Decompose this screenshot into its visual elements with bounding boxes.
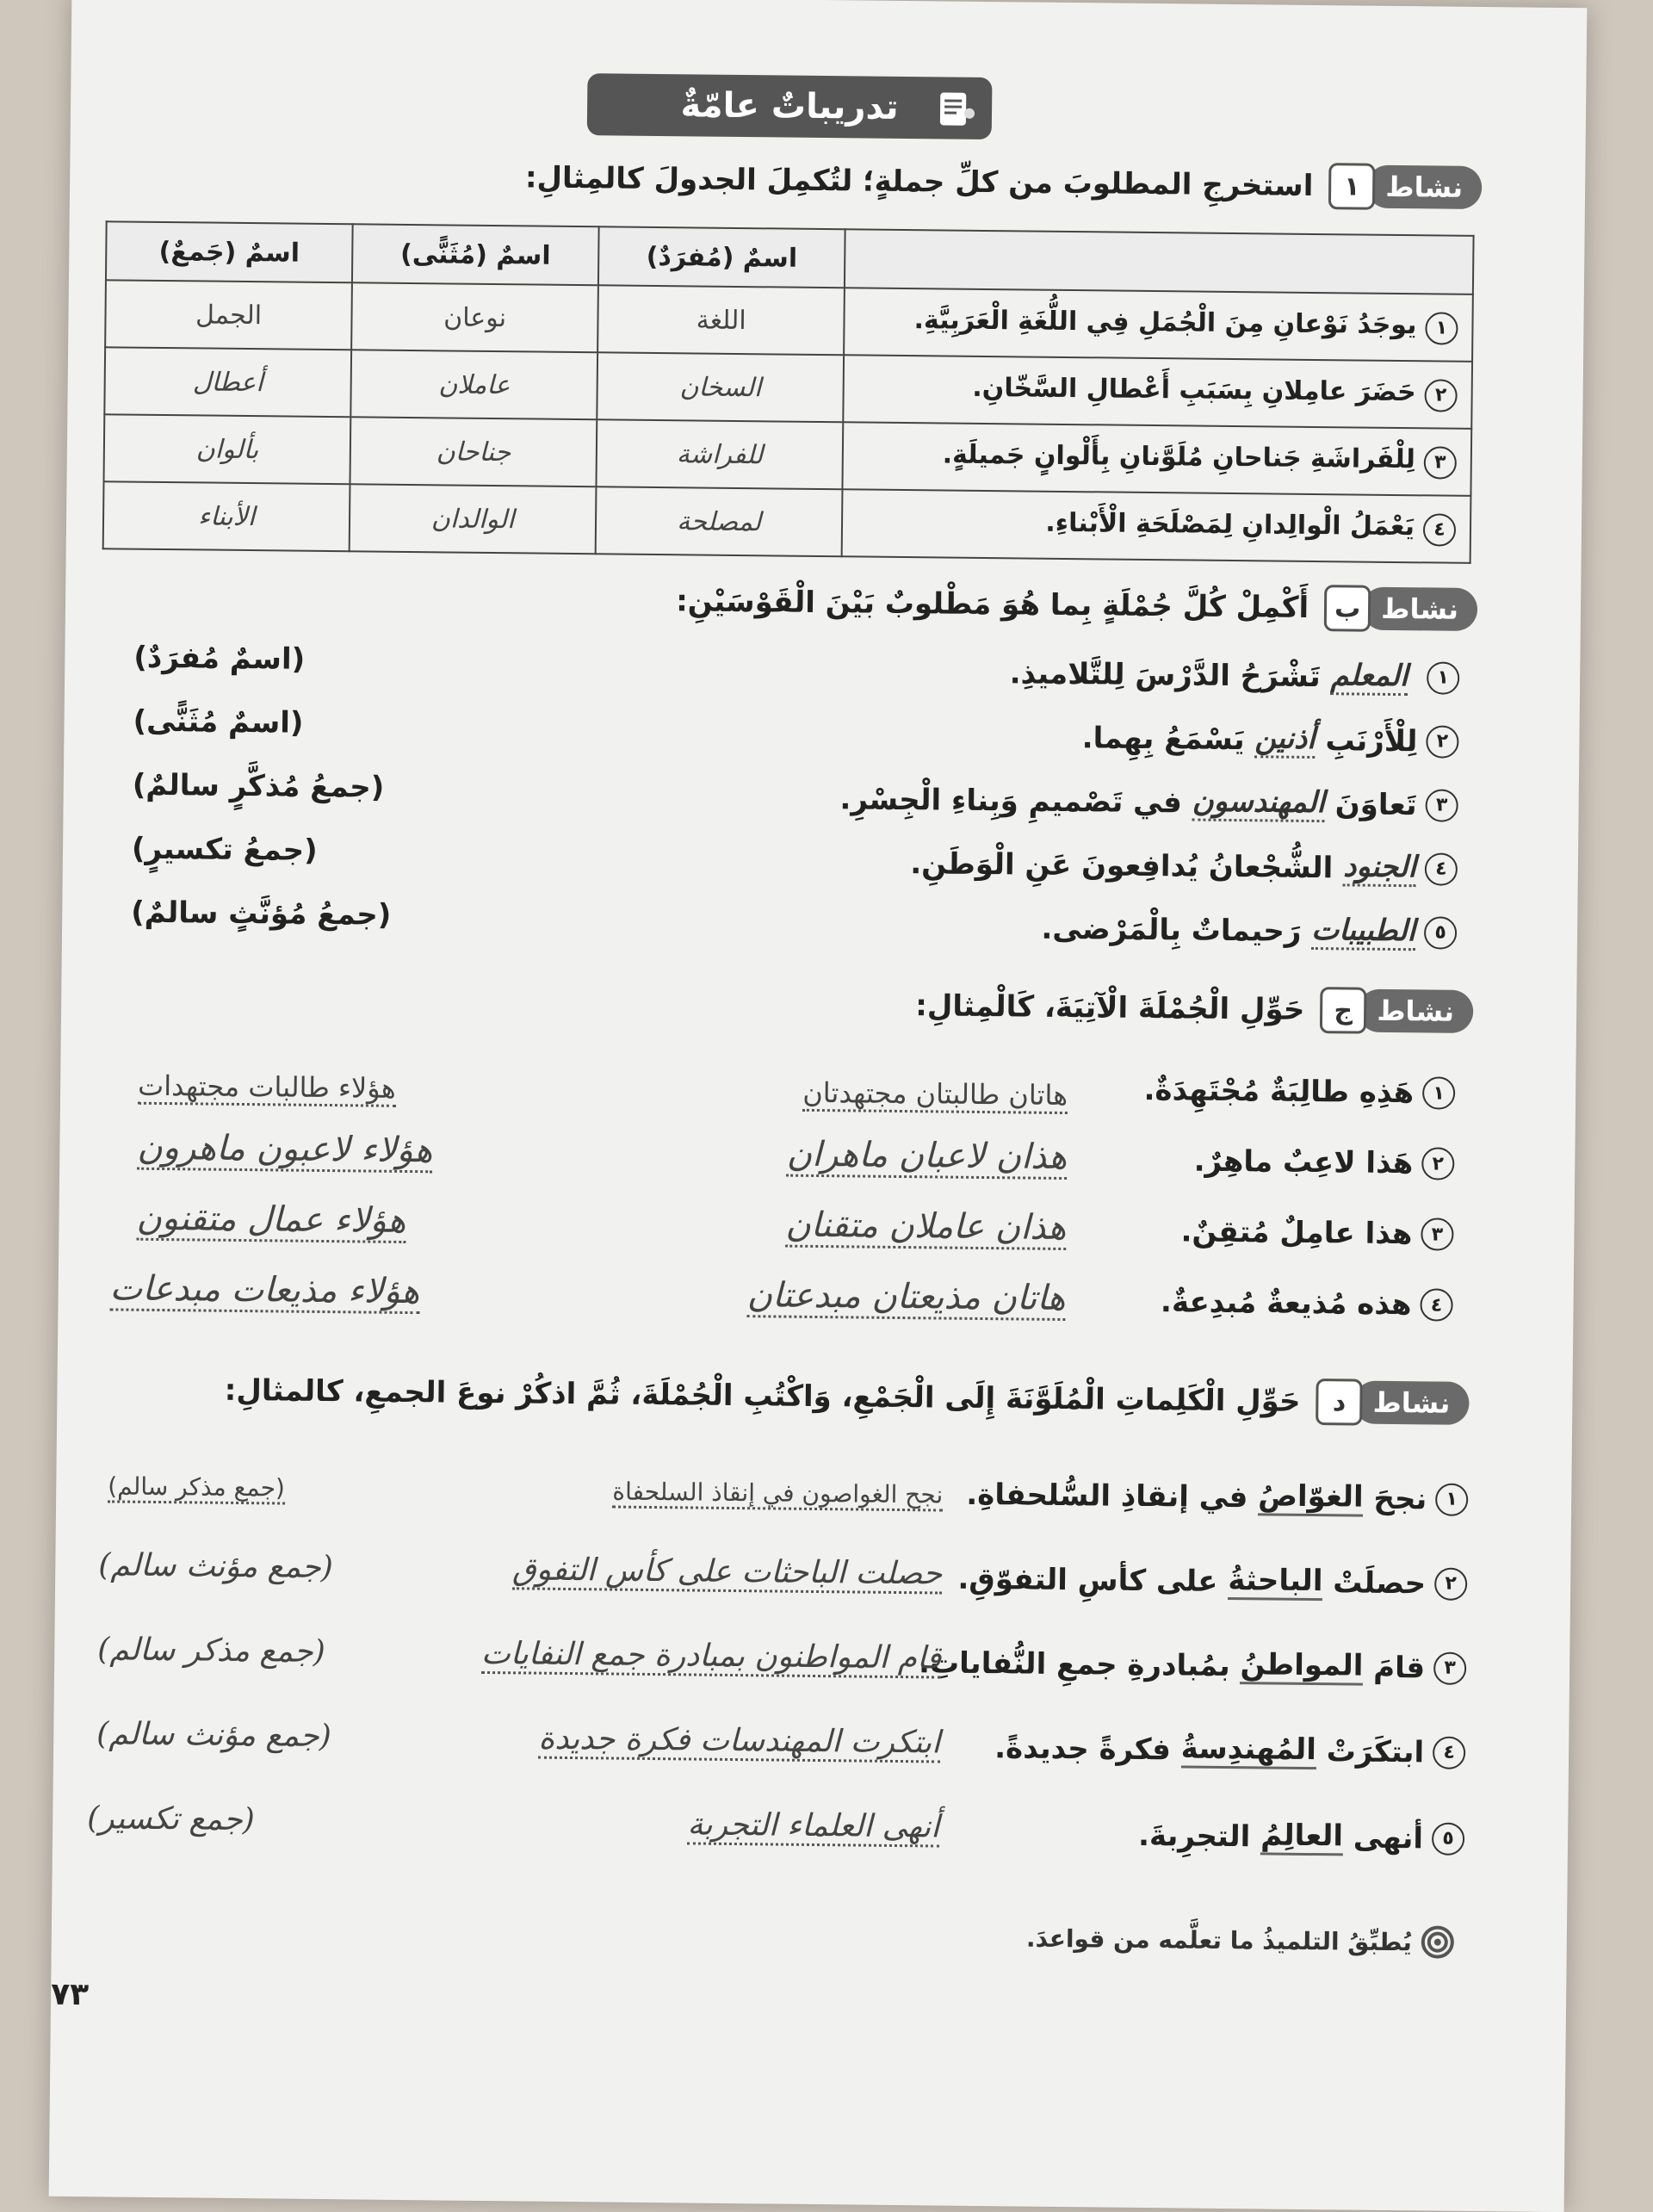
- sentence-after: يَسْمَعُ بِهِما.: [1081, 720, 1245, 757]
- answer-dual: جناحان: [350, 417, 597, 486]
- item-number: ١: [1427, 661, 1459, 694]
- fill-item: [910, 845, 1458, 888]
- sentence-post: على كأسِ التفوّقِ.: [957, 1561, 1218, 1599]
- answer-sentence: قام المواطنون بمبادرة جمع النفايات: [481, 1636, 942, 1679]
- answer-type: (جمع مؤنث سالم): [96, 1716, 331, 1755]
- badge-letter: د: [1316, 1379, 1363, 1426]
- answer-type: (جمع تكسير): [87, 1800, 255, 1838]
- answer-type: (جمع مؤنث سالم): [98, 1547, 334, 1586]
- sentence-pre: حصلَتْ: [1333, 1565, 1427, 1601]
- notepad-icon: [937, 87, 977, 128]
- item-number: ٣: [1421, 1218, 1453, 1250]
- sentence-text: حَضَرَ عامِلانِ بِسَبَبِ أَعْطالِ السَّخّانِ.: [972, 373, 1416, 408]
- sentence-after: رَحيماتٌ بِالْمَرْضى.: [1041, 911, 1302, 949]
- fill-item: [839, 780, 1458, 824]
- plural-item: [1138, 1817, 1464, 1857]
- sentence-post: فكرةً جديدةً.: [994, 1730, 1172, 1767]
- header-single: اسمٌ (مُفرَدٌ): [598, 226, 845, 288]
- answer-plural: هؤلاء طالبات مجتهدات: [138, 1069, 396, 1107]
- hint-paren: (جمعُ مُؤنَّثٍ سالمٌ): [131, 895, 392, 933]
- sentence-cell: [843, 422, 1472, 496]
- sentence-cell: [842, 489, 1471, 563]
- activity-2-instruction: أَكْمِلْ كُلَّ جُمْلَةٍ بِما هُوَ مَطْلوبٌ بَيْنَ الْقَوْسَيْنِ:: [675, 584, 1309, 625]
- activity-3-instruction: حَوِّلِ الْجُمْلَةَ الْآتِيَةَ، كَالْمِثالِ:: [915, 988, 1305, 1027]
- target-icon: [1421, 1924, 1455, 1959]
- activity-3-header: [915, 978, 1474, 1039]
- activity-badge: [1316, 1379, 1469, 1427]
- answer-type: (جمع مذكر سالم): [97, 1632, 325, 1670]
- hint-paren: (اسمٌ مُثَنًّى): [133, 703, 304, 740]
- footer-objective: [1026, 1921, 1455, 1960]
- item-number: ٤: [1420, 1288, 1452, 1321]
- badge-word: نشاط: [1358, 989, 1473, 1033]
- sentence-text: هَذا لاعِبٌ ماهِرٌ.: [1193, 1143, 1414, 1181]
- colored-word: المواطنُ: [1240, 1647, 1363, 1685]
- convert-item: [1194, 1144, 1455, 1181]
- badge-word: نشاط: [1353, 1381, 1469, 1425]
- plural-item: [994, 1729, 1465, 1771]
- answer-sentence: ابتكرت المهندسات فكرة جديدة: [538, 1721, 940, 1763]
- activity-1-instruction: استخرجِ المطلوبَ من كلِّ جملةٍ؛ لتُكمِلَ الجدولَ كالمِثالِ:: [524, 160, 1314, 203]
- fill-answer: المعلم: [1330, 658, 1408, 696]
- sentence-pre: نجحَ: [1373, 1481, 1427, 1516]
- page-title: [587, 73, 993, 139]
- item-number: ٣: [1424, 446, 1457, 479]
- fill-answer: الجنود: [1343, 849, 1416, 887]
- page-number: ٧٣: [50, 1976, 90, 2013]
- item-number: ٤: [1425, 852, 1458, 885]
- fill-item: [1081, 719, 1458, 760]
- activity-badge: [1328, 163, 1482, 211]
- answer-plural: هؤلاء لاعبون ماهرون: [137, 1128, 433, 1174]
- fill-answer: الطبيبات: [1311, 913, 1415, 951]
- plural-item: [919, 1644, 1467, 1687]
- answer-sentence: نجح الغواصون في إنقاذ السلحفاة: [612, 1478, 943, 1512]
- convert-item: [1143, 1073, 1455, 1111]
- sentence-after: الشُّجْعانُ يُدافِعونَ عَنِ الْوَطَنِ.: [910, 846, 1334, 885]
- activity-1-table: [102, 220, 1475, 564]
- sentence-cell: [843, 355, 1472, 429]
- plural-item: [957, 1560, 1467, 1602]
- item-number: ٢: [1421, 1147, 1454, 1180]
- item-number: ١: [1422, 1076, 1455, 1109]
- answer-plural: بألوان: [104, 414, 351, 484]
- sentence-text: هذه مُذيعةٌ مُبدِعةٌ.: [1160, 1285, 1412, 1323]
- sentence-after: تَشْرَحُ الدَّرْسَ لِلتَّلاميذِ.: [1009, 655, 1321, 694]
- activity-2-header: [676, 573, 1478, 637]
- item-number: ٣: [1425, 789, 1458, 821]
- page-title-text: تدريباتٌ عامّةٌ: [680, 85, 899, 127]
- item-number: ١: [1435, 1483, 1468, 1515]
- answer-dual: هاتان طالبتان مجتهدتان: [802, 1076, 1068, 1114]
- worksheet-page: [49, 0, 1588, 2212]
- convert-item: [1180, 1214, 1453, 1251]
- footer-note-text: يُطبِّقُ التلميذُ ما تعلَّمه من قواعدَ.: [1025, 1924, 1412, 1956]
- answer-plural: الجمل: [105, 280, 352, 350]
- sentence-text: لِلْفَراشَةِ جَناحانِ مُلَوَّنانِ بِأَلْوانٍ جَميلَةٍ.: [942, 439, 1416, 475]
- answer-plural: هؤلاء عمال متقنون: [136, 1199, 406, 1243]
- answer-single: لمصلحة: [596, 486, 843, 556]
- badge-letter: ١: [1328, 163, 1376, 210]
- answer-plural: هؤلاء مذيعات مبدعات: [109, 1268, 419, 1314]
- sentence-before: لِلْأَرْنَبِ: [1325, 722, 1418, 759]
- answer-dual: هذان لاعبان ماهران: [786, 1135, 1067, 1180]
- hint-paren: (اسمٌ مُفرَدٌ): [133, 640, 306, 677]
- answer-plural: أعطال: [104, 347, 351, 417]
- item-number: ٣: [1433, 1651, 1466, 1684]
- answer-dual: هذان عاملان متقنان: [785, 1205, 1067, 1250]
- sentence-pre: أنهى: [1353, 1820, 1424, 1856]
- sentence-post: بمُبادرةِ جمعِ النُّفاياتِ.: [918, 1645, 1230, 1683]
- answer-single: السخان: [597, 352, 844, 422]
- sentence-text: يَعْمَلُ الْوالِدانِ لِمَصْلَحَةِ الْأَبْناءِ.: [1045, 507, 1415, 542]
- sentence-text: هَذِهِ طالِبَةٌ مُجْتَهِدَةٌ.: [1143, 1072, 1415, 1111]
- answer-single: اللغة: [597, 285, 845, 355]
- answer-dual: هاتان مذيعتان مبدعتان: [746, 1275, 1065, 1321]
- item-number: ٢: [1426, 725, 1458, 758]
- table-row: [103, 481, 1471, 563]
- activity-4-header: [224, 1363, 1469, 1431]
- sentence-after: في تَصْميمِ وَبِناءِ الْجِسْرِ.: [839, 781, 1183, 820]
- hint-paren: (جمعُ مُذكَّرٍ سالمٌ): [132, 767, 385, 805]
- item-number: ٢: [1434, 1567, 1467, 1600]
- item-number: ١: [1425, 312, 1458, 344]
- item-number: ٥: [1432, 1822, 1464, 1855]
- activity-1-header: [525, 150, 1483, 215]
- item-number: ٥: [1424, 916, 1457, 949]
- answer-sentence: حصلت الباحثات على كأس التفوق: [512, 1552, 943, 1594]
- answer-sentence: أنهى العلماء التجربة: [687, 1806, 939, 1847]
- answer-dual: عاملان: [350, 350, 597, 419]
- item-number: ٢: [1424, 379, 1457, 412]
- header-blank: [845, 229, 1473, 294]
- fill-item: [1041, 910, 1457, 951]
- activity-badge: [1324, 585, 1477, 633]
- activity-4-instruction: حَوِّلِ الْكَلِماتِ الْمُلَوَّنَةَ إِلَى الْجَمْعِ، وَاكْتُبِ الْجُمْلَةَ، ثُمَّ اذكُرْ نوعَ الجمعِ، كالمثالِ:: [224, 1372, 1301, 1419]
- sentence-text: يوجَدُ نَوْعانِ مِنَ الْجُمَلِ فِي اللُّغَةِ الْعَرَبِيَّةِ.: [913, 305, 1417, 341]
- fill-answer: أذنين: [1254, 721, 1316, 759]
- header-dual: اسمٌ (مُثَنًّى): [352, 224, 599, 285]
- plural-item: [966, 1476, 1468, 1518]
- item-number: ٤: [1433, 1736, 1465, 1769]
- hint-paren: (جمعُ تكسيرٍ): [131, 831, 318, 868]
- header-plural: اسمٌ (جَمعٌ): [106, 221, 353, 282]
- fill-answer: المهندسون: [1192, 784, 1325, 823]
- colored-word: العالِمُ: [1260, 1818, 1343, 1856]
- sentence-post: التجرِبةَ.: [1137, 1818, 1251, 1854]
- sentence-pre: قامَ: [1373, 1650, 1426, 1685]
- sentence-before: تَعاوَنَ: [1334, 786, 1417, 822]
- fill-item: [1009, 654, 1459, 696]
- sentence-cell: [844, 288, 1473, 362]
- badge-letter: ب: [1324, 585, 1371, 632]
- badge-letter: ج: [1320, 987, 1367, 1034]
- answer-dual: الوالدان: [350, 484, 597, 554]
- item-number: ٤: [1423, 513, 1456, 546]
- convert-item: [1161, 1285, 1453, 1323]
- badge-word: نشاط: [1366, 165, 1482, 209]
- sentence-pre: ابتكَرَتْ: [1326, 1733, 1425, 1769]
- sentence-text: هذا عامِلٌ مُتقِنٌ.: [1180, 1214, 1413, 1252]
- answer-dual: نوعان: [351, 282, 598, 352]
- colored-word: الغوّاصُ: [1258, 1478, 1364, 1516]
- activity-badge: [1320, 987, 1473, 1035]
- answer-plural: الأبناء: [103, 481, 350, 551]
- colored-word: المُهندِسةُ: [1180, 1731, 1316, 1769]
- colored-word: الباحثةُ: [1228, 1563, 1323, 1601]
- answer-single: للفراشة: [597, 419, 844, 489]
- sentence-post: في إنقاذِ السُّلحفاةِ.: [966, 1477, 1248, 1515]
- badge-word: نشاط: [1362, 587, 1477, 631]
- answer-type: (جمع مذكر سالم): [108, 1472, 285, 1504]
